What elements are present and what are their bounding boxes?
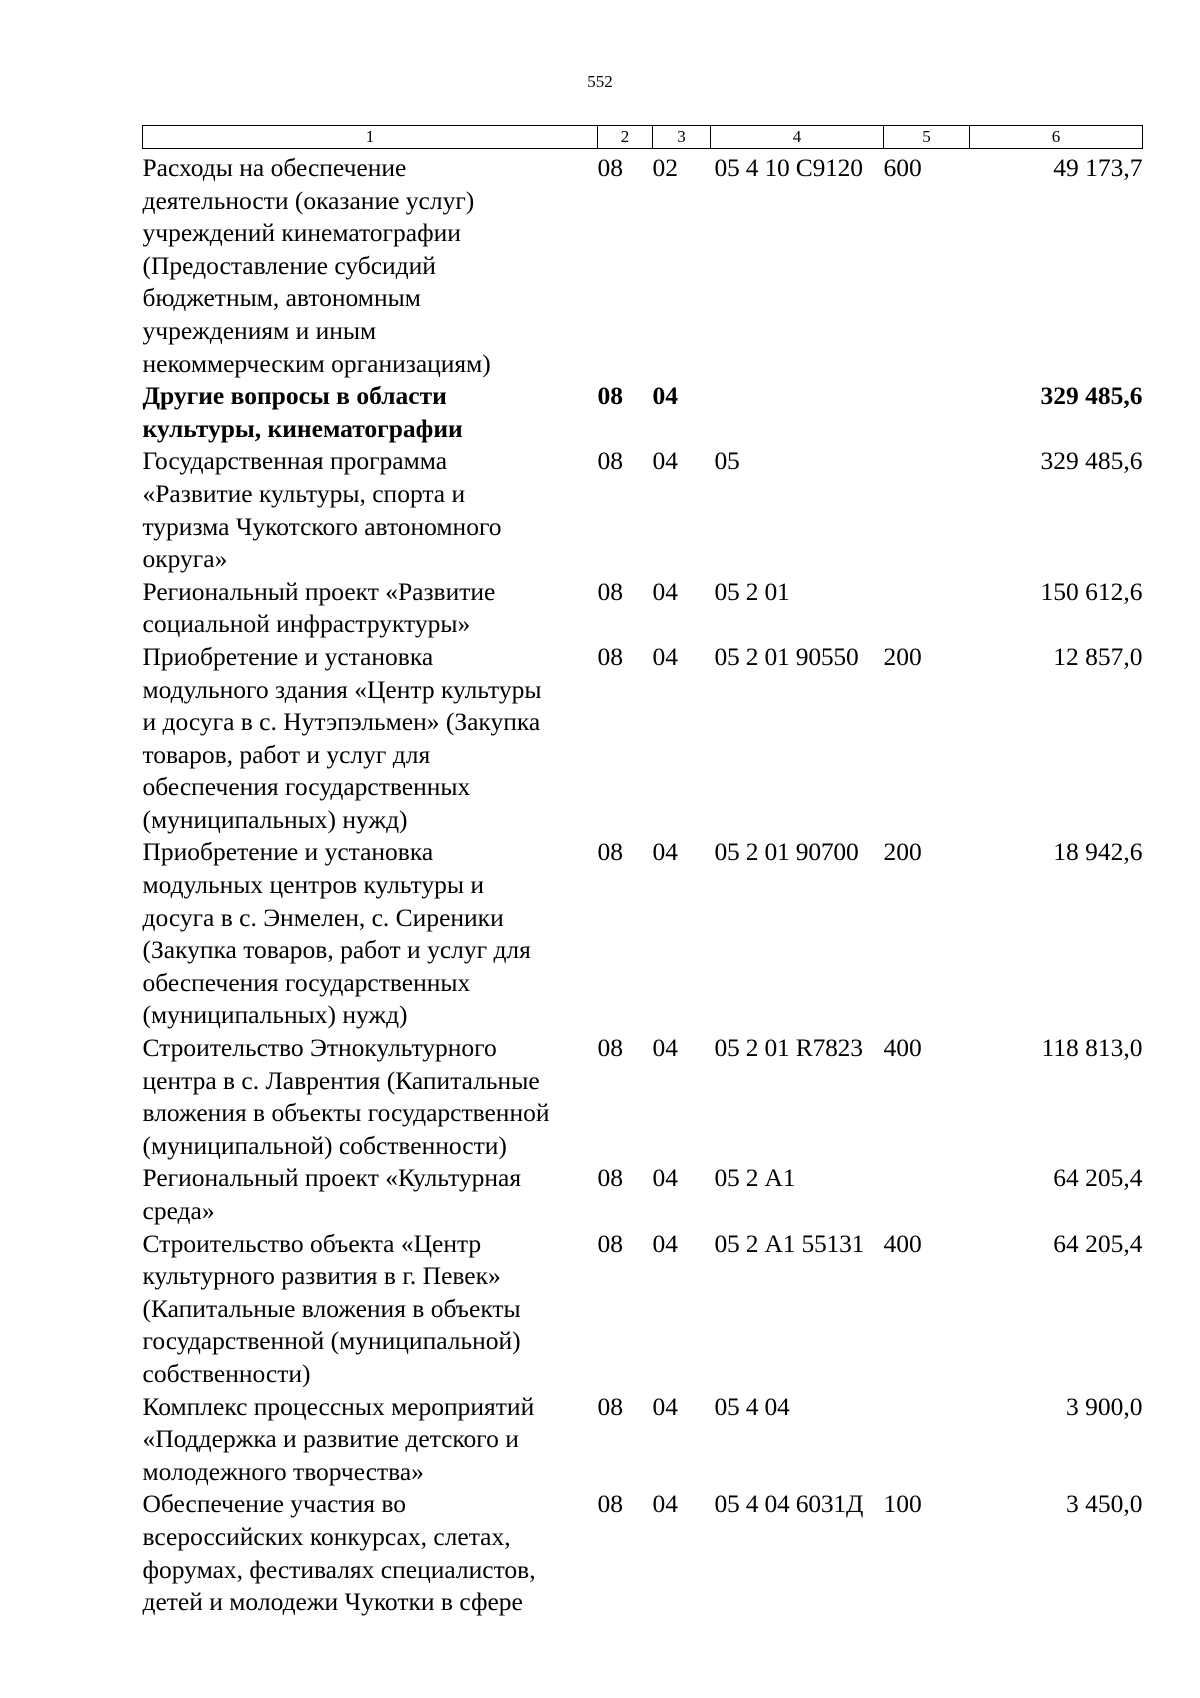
item-name-line: учреждений кинематографии (142, 218, 461, 248)
table-row (143, 641, 1143, 837)
subsection-code: 04 (652, 576, 678, 606)
item-name-line: товаров, работ и услуг для (142, 739, 431, 769)
item-name-line: среда» (142, 1196, 215, 1225)
item-name-line: Приобретение и установка (142, 641, 434, 671)
item-name-line: учреждениям и иным (142, 315, 377, 345)
subsection-code: 04 (652, 1489, 678, 1519)
item-name-line: «Развитие культуры, спорта и (142, 478, 466, 508)
item-name-line: (муниципальных) нужд) (142, 1000, 408, 1030)
item-name-line: форумах, фестивалях специалистов, (142, 1554, 536, 1584)
target-article-code: 05 2 01 90700 (714, 837, 859, 867)
item-name-line: собственности) (142, 1358, 311, 1388)
table-row (143, 445, 1143, 575)
amount: 118 813,0 (1041, 1033, 1143, 1063)
item-name-line: Региональный проект «Развитие (142, 576, 496, 606)
item-name (143, 1488, 598, 1618)
expense-type-code (884, 1391, 970, 1489)
section-code: 08 (597, 837, 623, 867)
item-name (143, 380, 598, 445)
table-row (143, 380, 1143, 445)
expense-type-code (884, 1162, 970, 1227)
subsection-code: 04 (652, 1033, 678, 1063)
table-row (143, 149, 1143, 381)
subsection-code: 02 (652, 153, 678, 182)
column-number-3: 3 (653, 126, 711, 149)
table-row (143, 1162, 1143, 1227)
item-name-line: деятельности (оказание услуг) (142, 185, 475, 215)
target-article-code: 05 2 01 R7823 (714, 1033, 863, 1063)
table-row (143, 1391, 1143, 1489)
item-name-line: Приобретение и установка (142, 837, 434, 867)
subsection-code: 04 (652, 837, 678, 867)
column-number-4: 4 (711, 126, 884, 149)
item-name (143, 1162, 598, 1227)
column-number-5: 5 (884, 126, 970, 149)
table-body (143, 149, 1143, 1619)
item-name-line: (Предоставление субсидий (142, 250, 436, 280)
item-name (143, 445, 598, 575)
item-name-line: Комплекс процессных мероприятий (142, 1391, 535, 1421)
item-name-line: Строительство Этнокультурного (142, 1033, 497, 1063)
target-article-code: 05 4 10 С9120 (714, 153, 863, 182)
section-code: 08 (597, 1163, 623, 1193)
table-row (143, 1032, 1143, 1162)
item-name-line: социальной инфраструктуры» (142, 609, 471, 639)
item-name-line: досуга в с. Энмелен, с. Сиреники (142, 902, 504, 932)
item-name (143, 1391, 598, 1489)
expense-type-code (884, 576, 970, 641)
item-name-line: (Капитальные вложения в объекты (142, 1293, 521, 1323)
budget-table (142, 125, 1143, 1619)
item-name (143, 641, 598, 837)
amount: 64 205,4 (1053, 1163, 1143, 1193)
item-name-line: некоммерческим организациям) (142, 348, 491, 378)
amount: 64 205,4 (1053, 1228, 1143, 1258)
item-name-line: (Закупка товаров, работ и услуг для (142, 935, 531, 965)
expense-type-code (884, 445, 970, 575)
page-number: 552 (587, 72, 613, 91)
item-name-line: государственной (муниципальной) (142, 1326, 521, 1356)
section-code: 08 (597, 446, 623, 476)
item-name-line: туризма Чукотского автономного (142, 511, 502, 541)
column-number-1: 1 (143, 126, 598, 149)
item-name-line: Строительство объекта «Центр (142, 1228, 482, 1258)
expense-type-code: 200 (883, 837, 922, 867)
amount: 329 485,6 (1040, 446, 1143, 476)
item-name-line: Другие вопросы в области (142, 381, 447, 411)
item-name-line: всероссийских конкурсах, слетах, (142, 1521, 511, 1551)
target-article-code (711, 380, 884, 445)
section-code: 08 (597, 576, 623, 606)
expense-type-code: 100 (883, 1489, 922, 1519)
item-name-line: (муниципальной) собственности) (142, 1130, 507, 1160)
table-row (143, 1228, 1143, 1391)
column-number-2: 2 (598, 126, 653, 149)
target-article-code: 05 2 01 90550 (714, 641, 859, 671)
target-article-code: 05 4 04 6031Д (714, 1489, 864, 1519)
amount: 150 612,6 (1040, 576, 1143, 606)
amount: 3 450,0 (1066, 1489, 1143, 1519)
subsection-code: 04 (652, 1228, 678, 1258)
column-number-6: 6 (970, 126, 1143, 149)
target-article-code: 05 4 04 (714, 1391, 790, 1421)
expense-type-code: 200 (883, 641, 922, 671)
section-code: 08 (597, 153, 623, 182)
table-header (143, 126, 1143, 149)
section-code: 08 (597, 1228, 623, 1258)
subsection-code: 04 (652, 641, 678, 671)
section-code: 08 (597, 1391, 623, 1421)
item-name-line: обеспечения государственных (142, 967, 471, 997)
table-row (143, 576, 1143, 641)
item-name-line: молодежного творчества» (142, 1456, 424, 1486)
item-name (143, 1032, 598, 1162)
amount: 49 173,7 (1053, 153, 1143, 182)
expense-type-code: 400 (883, 1228, 922, 1258)
item-name-line: бюджетным, автономным (142, 283, 421, 313)
item-name-line: Расходы на обеспечение (142, 153, 407, 182)
amount: 3 900,0 (1066, 1391, 1143, 1421)
item-name-line: округа» (142, 544, 228, 574)
target-article-code: 05 2 01 (714, 576, 790, 606)
subsection-code: 04 (652, 446, 678, 476)
table-row (143, 836, 1143, 1032)
subsection-code: 04 (652, 1391, 678, 1421)
item-name-line: Государственная программа (142, 446, 448, 476)
section-code: 08 (597, 641, 623, 671)
item-name (143, 1228, 598, 1391)
table-row (143, 1488, 1143, 1618)
section-code: 08 (597, 1489, 623, 1519)
item-name (143, 576, 598, 641)
item-name-line: модульного здания «Центр культуры (142, 674, 542, 704)
item-name-line: культурного развития в г. Певек» (142, 1261, 501, 1291)
subsection-code: 04 (652, 1163, 678, 1193)
item-name-line: Региональный проект «Культурная (142, 1163, 522, 1193)
item-name-line: детей и молодежи Чукотки в сфере (142, 1587, 523, 1617)
item-name (143, 149, 598, 381)
subsection-code: 04 (652, 381, 678, 411)
target-article-code: 05 (714, 446, 740, 476)
item-name-line: культуры, кинематографии (142, 413, 463, 443)
item-name-line: модульных центров культуры и (142, 870, 484, 900)
item-name-line: «Поддержка и развитие детского и (142, 1424, 519, 1454)
item-name-line: Обеспечение участия во (142, 1489, 407, 1519)
item-name-line: обеспечения государственных (142, 772, 471, 802)
expense-type-code: 600 (883, 153, 922, 182)
item-name-line: (муниципальных) нужд) (142, 804, 408, 834)
section-code: 08 (597, 1033, 623, 1063)
expense-type-code: 400 (883, 1033, 922, 1063)
item-name-line: центра в с. Лаврентия (Капитальные (142, 1065, 540, 1095)
amount: 329 485,6 (1040, 381, 1143, 411)
section-code: 08 (597, 381, 623, 411)
item-name-line: вложения в объекты государственной (142, 1098, 550, 1128)
amount: 12 857,0 (1053, 641, 1143, 671)
amount: 18 942,6 (1053, 837, 1143, 867)
target-article-code: 05 2 А1 (714, 1163, 796, 1193)
item-name-line: и досуга в с. Нутэпэльмен» (Закупка (142, 707, 541, 737)
item-name (143, 836, 598, 1032)
expense-type-code (884, 380, 970, 445)
target-article-code: 05 2 А1 55131 (714, 1228, 865, 1258)
